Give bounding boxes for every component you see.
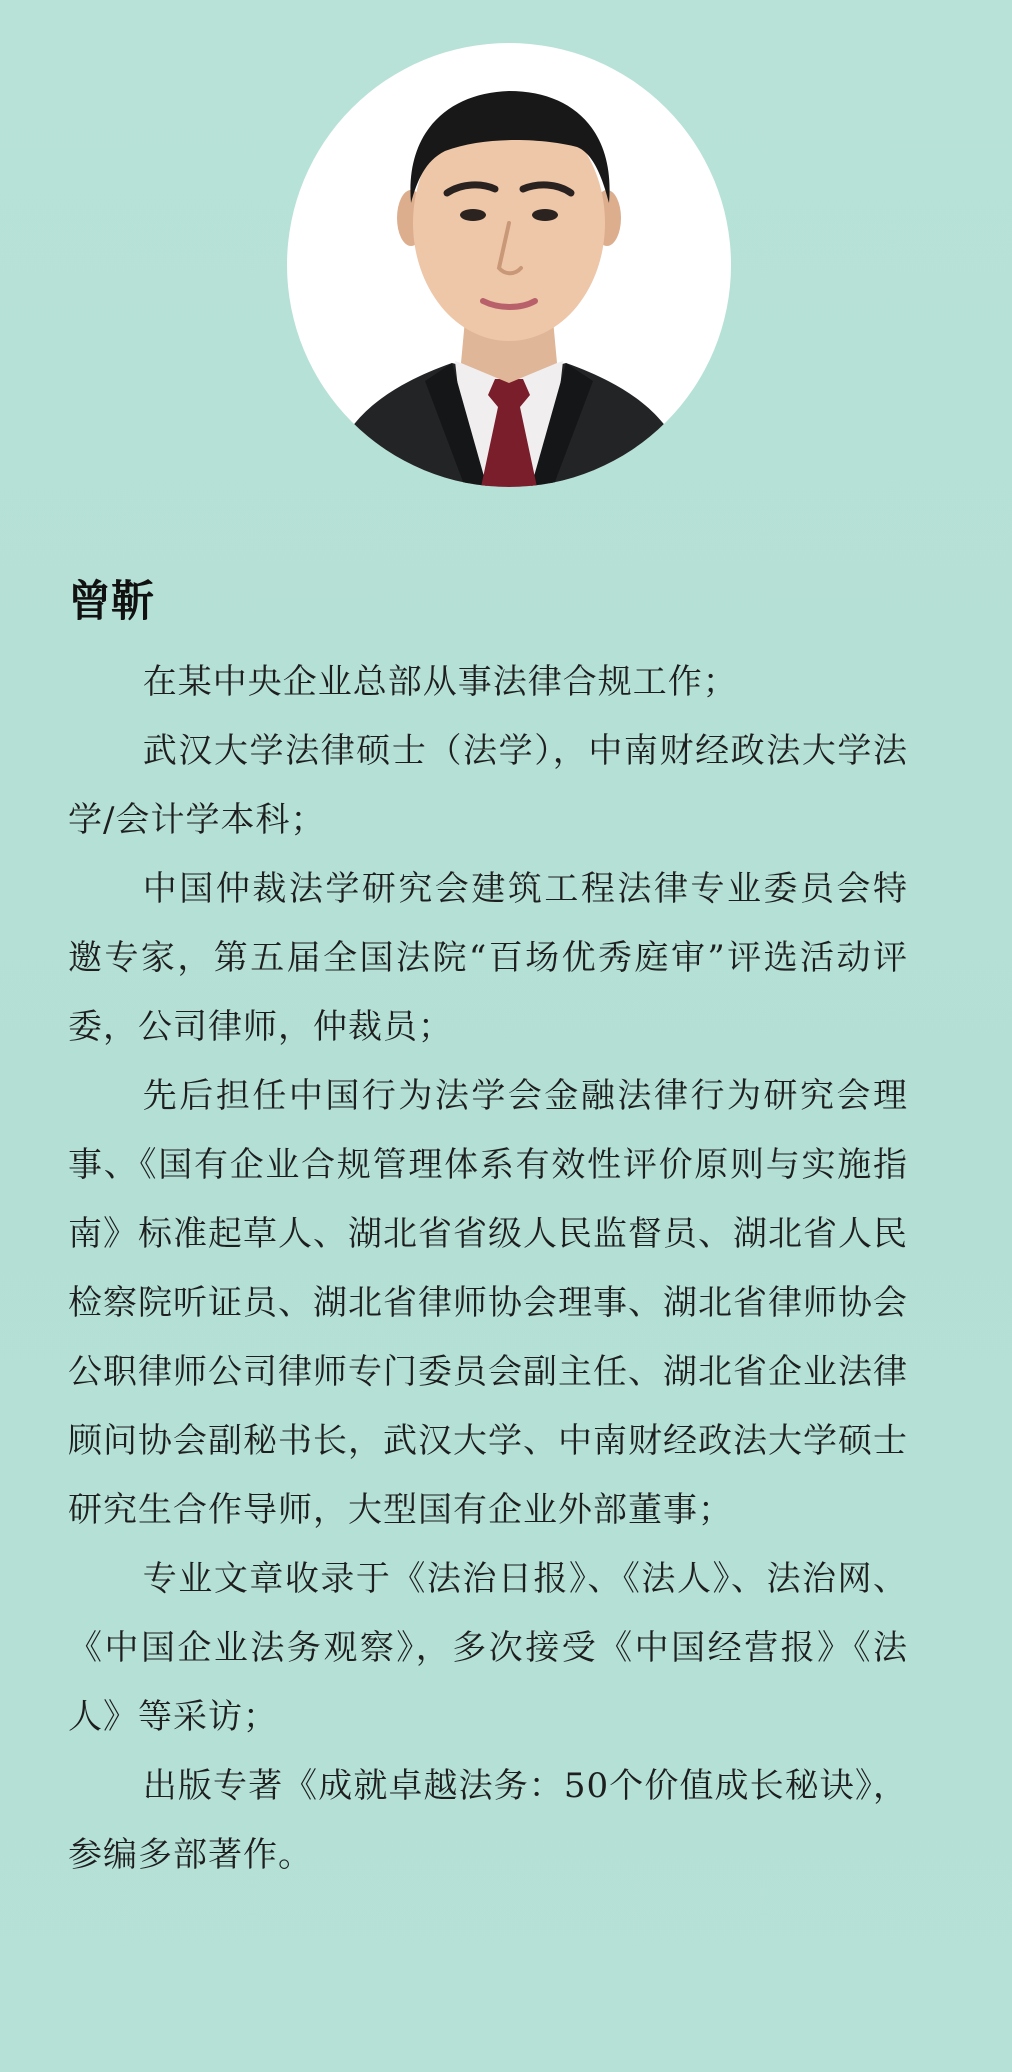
bio-paragraph: 武汉大学法律硕士（法学），中南财经政法大学法学/会计学本科； [68,731,908,840]
profile-photo [287,43,731,487]
bio-paragraph: 中国仲裁法学研究会建筑工程法律专业委员会特邀专家，第五届全国法院“百场优秀庭审”评选活动评委，公司律师，仲裁员； [68,869,908,1047]
bio-paragraph: 专业文章收录于《法治日报》、《法人》、法治网、《中国企业法务观察》，多次接受《中国经营报》《法人》等采访； [68,1559,908,1737]
portrait-photo-icon [287,43,731,487]
bio-paragraph: 出版专著《成就卓越法务：50个价值成长秘诀》，参编多部著作。 [68,1766,908,1875]
bio-paragraph: 在某中央企业总部从事法律合规工作； [142,662,738,702]
bio-section [68,648,908,1890]
bio-paragraph: 先后担任中国行为法学会金融法律行为研究会理事、《国有企业合规管理体系有效性评价原则与实施指南》标准起草人、湖北省省级人民监督员、湖北省人民检察院听证员、湖北省律师协会理事、湖北省律师协会公职律师公司律师专门委员会副主任、湖北省企业法律顾问协会副秘书长，武汉大学、中南财经政法大学硕士研究生合作导师，大型国有企业外部董事； [68,1076,908,1530]
person-name: 曾靳 [68,577,154,627]
profile-content [68,572,908,1890]
